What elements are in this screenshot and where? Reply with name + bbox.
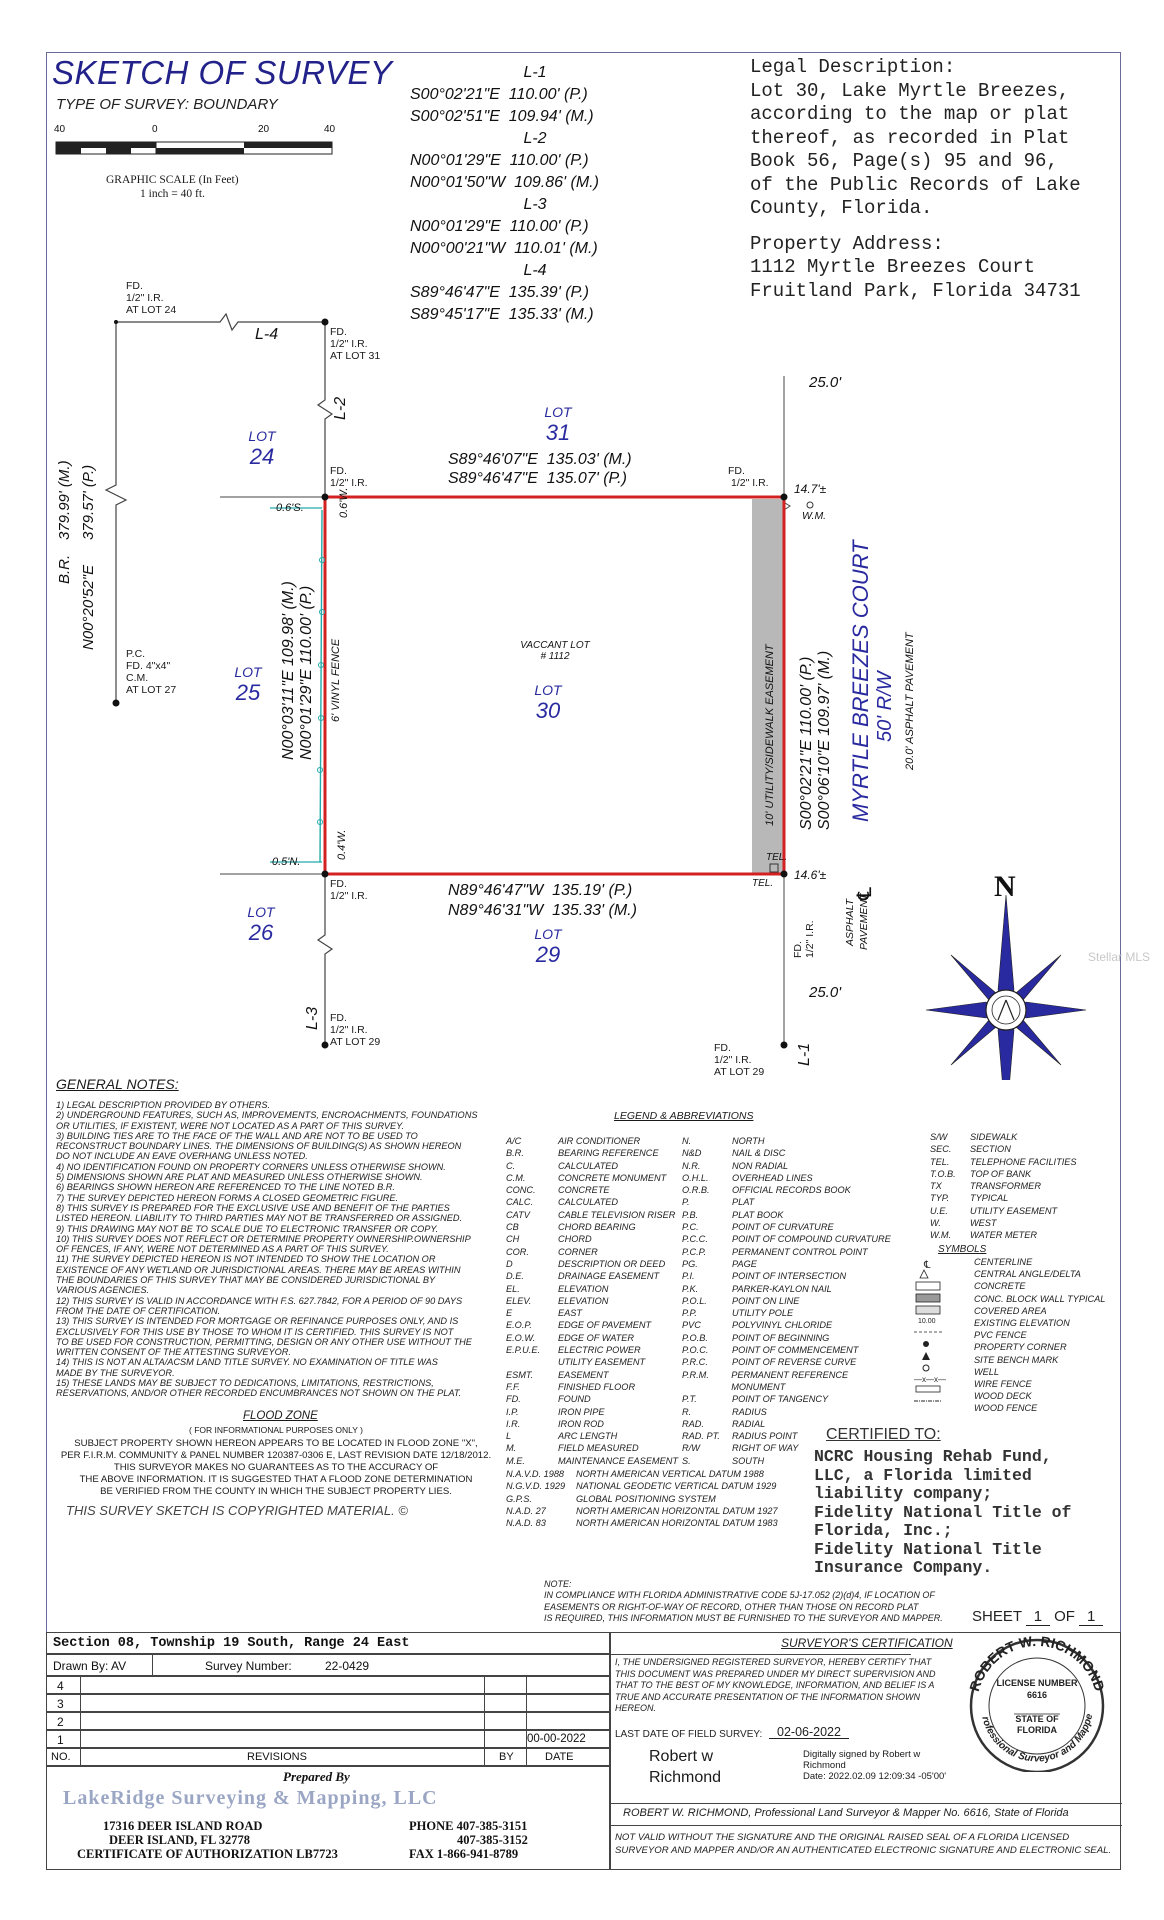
scale-tick-1: 0	[152, 124, 158, 135]
tie-0-4-w: 0.4'W.	[336, 829, 348, 860]
wood-deck-icon	[916, 1386, 940, 1392]
seal-circle	[954, 1636, 1120, 1772]
legend-entry: TX TRANSFORMER	[930, 1181, 1041, 1192]
legend-entry: CALC. CALCULATED	[506, 1197, 619, 1208]
address-line: 1112 Myrtle Breezes Court	[750, 256, 1036, 278]
seal-license: LICENSE NUMBER	[996, 1678, 1078, 1688]
br-bearing: N00°20'52"E	[80, 564, 97, 650]
legend-entry: N.A.D. 83 NORTH AMERICAN HORIZONTAL DATUM 1983	[506, 1518, 778, 1529]
pavement-width: 20.0' ASPHALT PAVEMENT	[904, 632, 916, 770]
legal-line: thereof, as recorded in Plat	[750, 126, 1070, 149]
right-of-way: 50' R/W	[874, 671, 896, 742]
seal-state-2: FLORIDA	[1017, 1725, 1057, 1735]
legend-entry: D DESCRIPTION OR DEED	[506, 1258, 666, 1269]
street-name: MYRTLE BREEZES COURT	[848, 540, 873, 822]
seal-state-1: STATE OF	[1015, 1714, 1059, 1724]
line-label-l4: L-4	[523, 262, 547, 279]
legal-line: Book 56, Page(s) 95 and 96,	[750, 150, 1058, 172]
legend-entry: RAD. PT. RADIUS POINT	[682, 1431, 798, 1442]
label-l2: L-2	[332, 396, 349, 420]
symbol-label: WIRE FENCE	[974, 1379, 1032, 1390]
concrete-icon	[916, 1282, 940, 1290]
legend-entry: CH CHORD	[506, 1234, 592, 1245]
symbol-label: WOOD DECK	[974, 1391, 1032, 1402]
legal-line: of the Public Records of Lake	[750, 173, 1081, 196]
monument-nw: FD. 1/2" I.R.	[330, 465, 368, 489]
legend-entry: P.B. PLAT BOOK	[682, 1209, 784, 1220]
line-l2-plat: N00°01'29"E 110.00' (P.)	[410, 152, 589, 169]
certified-to-list: NCRC Housing Rehab Fund, LLC, a Florida limited liability company; Fidelity National Title of Florida, Inc.; Fidelity National Title Insurance Company.	[814, 1447, 1072, 1577]
seal-number: 6616	[1026, 1690, 1048, 1700]
block-wall-icon	[916, 1294, 940, 1302]
monument-sw: FD. 1/2" I.R.	[330, 878, 368, 902]
monument-pc: P.C. FD. 4"x4" C.M. AT LOT 27	[126, 648, 177, 696]
symbol-label: PVC FENCE	[974, 1330, 1027, 1341]
centerline-icon: ℄	[924, 1260, 931, 1271]
symbol-label: CONC. BLOCK WALL TYPICAL	[974, 1293, 1106, 1304]
digital-signature: Digitally signed by Robert w Richmond Date: 2022.02.09 12:09:34 -05'00'	[803, 1749, 947, 1782]
legend-entry: G.P.S. GLOBAL POSITIONING SYSTEM	[506, 1493, 716, 1504]
legend-entry: TYP. TYPICAL	[930, 1193, 1009, 1204]
legend-entry: EL. ELEVATION	[506, 1283, 609, 1294]
legend-entry: UTILITY EASEMENT	[558, 1357, 646, 1368]
surveyor-seal	[954, 1636, 1120, 1772]
sketch-title: SKETCH OF SURVEY	[52, 54, 393, 91]
scale-tick-3: 40	[324, 124, 336, 135]
monument-lot31: FD. 1/2" I.R. AT LOT 31	[330, 326, 381, 362]
legend-entry: C. CALCULATED	[506, 1160, 619, 1171]
company-name: LakeRidge Surveying & Mapping, LLC	[63, 1787, 438, 1809]
symbol-label: SITE BENCH MARK	[974, 1354, 1059, 1365]
legend-entry: U.E. UTILITY EASEMENT	[930, 1205, 1058, 1216]
legend-entry: P.R.M. PERMANENT REFERENCE MONUMENT	[682, 1369, 849, 1392]
legend-entry: P.C. POINT OF CURVATURE	[682, 1222, 834, 1233]
tel-label-2: TEL.	[752, 878, 774, 889]
east-bearing-plat: S00°02'21"E 110.00' (P.)	[798, 656, 815, 830]
dim-14-6: 14.6'±	[794, 868, 827, 882]
tie-0-6-w: 0.6'W.	[338, 487, 350, 518]
legend-entry: S/W SIDEWALK	[930, 1132, 1018, 1142]
line-l3-measured: N00°00'21"W 110.01' (M.)	[410, 240, 598, 257]
legend-entry: ESMT. EASEMENT	[506, 1369, 609, 1380]
north-bearing-plat: S89°46'47"E 135.07' (P.)	[448, 470, 627, 487]
monument-lot29-east: FD. 1/2" I.R. AT LOT 29	[714, 1042, 765, 1078]
legal-line: according to the map or plat	[750, 103, 1070, 125]
lot-25-label: LOT 25	[234, 664, 262, 705]
symbol-label: WOOD FENCE	[974, 1403, 1038, 1414]
legend-entry: P.K. PARKER-KAYLON NAIL	[682, 1283, 832, 1294]
legend-col-1	[506, 1135, 686, 1467]
legend-entry: P.R.C. POINT OF REVERSE CURVE	[682, 1357, 857, 1368]
legend-entry: F.F. FINISHED FLOOR	[506, 1381, 636, 1392]
legend-entry: P.O.L. POINT ON LINE	[682, 1295, 800, 1306]
legend-entry: M. FIELD MEASURED	[506, 1443, 639, 1454]
north-bearing-measured: S89°46'07"E 135.03' (M.)	[448, 451, 632, 468]
symbol-label: CENTERLINE	[974, 1257, 1033, 1267]
fence-label: 6' VINYL FENCE	[330, 638, 342, 722]
sheet-number: SHEET 1 OF 1	[972, 1608, 1103, 1626]
covered-area-icon	[916, 1306, 940, 1314]
symbol-label: CENTRAL ANGLE/DELTA	[974, 1269, 1081, 1280]
asphalt-label-2: PAVEMENT	[858, 893, 870, 950]
legend-entry: N.G.V.D. 1929 NATIONAL GEODETIC VERTICAL DATUM 1929	[506, 1481, 777, 1492]
legend-entry: FD. FOUND	[506, 1394, 591, 1405]
general-notes-heading: GENERAL NOTES:	[56, 1076, 179, 1092]
symbol-label: EXISTING ELEVATION	[974, 1318, 1070, 1329]
scale-tick-0: 40	[54, 124, 66, 135]
asphalt-label-1: ASPHALT	[844, 898, 856, 946]
dim-25-top: 25.0'	[809, 374, 842, 391]
legend-entry: N&D NAIL & DISC	[682, 1148, 786, 1159]
north-label: N	[994, 870, 1016, 903]
address-line: Fruitland Park, Florida 34731	[750, 279, 1081, 302]
legend-entry: E EAST	[506, 1308, 582, 1319]
legend-entry: S. SOUTH	[682, 1455, 765, 1466]
legend-entry: P.I. POINT OF INTERSECTION	[682, 1271, 847, 1282]
survey-type: TYPE OF SURVEY: BOUNDARY	[56, 96, 278, 113]
scale-ratio: 1 inch = 40 ft.	[140, 188, 205, 200]
legend-entry: PG. PAGE	[682, 1258, 757, 1269]
legend-col-3	[930, 1131, 1110, 1242]
symbols-heading: SYMBOLS	[938, 1244, 987, 1255]
legend-entry: CONC. CONCRETE	[506, 1185, 610, 1196]
monument-lot24: FD. 1/2" I.R. AT LOT 24	[126, 280, 177, 316]
symbol-labels	[974, 1256, 1124, 1415]
br-label: B.R.	[56, 554, 73, 584]
legend-entry: N.A.V.D. 1988 NORTH AMERICAN VERTICAL DATUM 1988	[506, 1469, 764, 1479]
legend-entry: W.M. WATER METER	[930, 1230, 1038, 1241]
legend-entry: N.A.D. 27 NORTH AMERICAN HORIZONTAL DATUM 1927	[506, 1505, 778, 1516]
line-label-l2: L-2	[523, 130, 547, 147]
legend-entry: E.O.W. EDGE OF WATER	[506, 1332, 635, 1343]
legend-entry: N.R. NON RADIAL	[682, 1160, 789, 1171]
line-l3-plat: N00°01'29"E 110.00' (P.)	[410, 218, 589, 235]
vacant-lot-label: VACCANT LOT # 1112	[520, 640, 590, 662]
legal-heading: Legal Description:	[750, 56, 956, 78]
monument-se: FD. 1/2" I.R.	[792, 920, 816, 958]
water-meter-label: W.M.	[802, 510, 827, 522]
legend-entry: P.C.C. POINT OF COMPOUND CURVATURE	[682, 1234, 891, 1245]
flood-zone-sub: ( FOR INFORMATIONAL PURPOSES ONLY )	[189, 1425, 363, 1435]
legend-entry: COR. CORNER	[506, 1246, 598, 1257]
mls-watermark: Stellar MLS	[1088, 950, 1151, 964]
legend-entry: O.H.L. OVERHEAD LINES	[682, 1172, 813, 1183]
lot-31-label: LOT 31	[544, 404, 572, 445]
legend-entry: P. PLAT	[682, 1197, 755, 1208]
line-l1-plat: S00°02'21"E 110.00' (P.)	[410, 86, 588, 103]
note-text: IN COMPLIANCE WITH FLORIDA ADMINISTRATIVE CODE 5J-17.052 (2)(d)4, IF LOCATION OF EASEMENTS OR RIGHT-OF-WAY OF RECORD, OTHER THAN THOSE ON RECORD PLAT IS REQUIRED, THIS INFORMATION MUST BE FURNISHED TO THE SURVEYOR AND MAPPER.	[544, 1590, 943, 1623]
legend-entry: P.O.B. POINT OF BEGINNING	[682, 1332, 830, 1343]
legend-entry: P.C.P. PERMANENT CONTROL POINT	[682, 1246, 868, 1257]
scale-caption: GRAPHIC SCALE (In Feet)	[106, 174, 239, 186]
well-icon	[923, 1365, 929, 1371]
legend-entry: TEL. TELEPHONE FACILITIES	[930, 1156, 1077, 1167]
seal-name: ROBERT W. RICHMOND	[966, 1636, 1108, 1694]
east-bearing-measured: S00°06'10"E 109.97' (M.)	[816, 650, 833, 830]
legend-entry: A/C AIR CONDITIONER	[506, 1136, 641, 1146]
legend-entry: P.O.C. POINT OF COMMENCEMENT	[682, 1345, 859, 1356]
legend-entry: CB CHORD BEARING	[506, 1222, 636, 1233]
legend-entry: ELEV. ELEVATION	[506, 1295, 609, 1306]
line-l2-measured: N00°01'50"W 109.86' (M.)	[410, 174, 599, 191]
lot-26-label: LOT 26	[247, 904, 275, 945]
section-row: Section 08, Township 19 South, Range 24 East	[46, 1632, 610, 1654]
legend-entry: W. WEST	[930, 1218, 997, 1229]
br-line	[106, 322, 126, 703]
tel-label-1: TEL.	[766, 852, 788, 863]
drawn-row: Drawn By: AV Survey Number: 22-0429	[46, 1654, 610, 1676]
wire-fence-icon: —x—x—	[914, 1375, 946, 1384]
legend-entry: R. RADIUS	[682, 1406, 767, 1417]
legend-entry: SEC. SECTION	[930, 1144, 1011, 1155]
west-bearing-plat: N00°01'29"E 110.00' (P.)	[298, 585, 315, 760]
north-arrow	[926, 895, 1086, 1080]
bench-mark-icon	[922, 1352, 930, 1360]
property-corner-icon	[923, 1341, 929, 1347]
signature-name: Robert w Richmond	[649, 1748, 722, 1786]
general-notes: 1) LEGAL DESCRIPTION PROVIDED BY OTHERS. 2) UNDERGROUND FEATURES, SUCH AS, IMPROVEMENTS, ENCROACHMENTS, FOUNDATIONS OR UTILITIES, IF EXISTENT, WERE NOT LOCATED AS A PART OF THIS SURVEY. 3) BUILDING TIES ARE TO THE FACE OF THE WALL AND ARE NOT TO BE USED TO RECONSTRUCT BOUNDARY LINES. THE DIMENSIONS OF BUILDING(S) AS SHOWN HEREON DO NOT INCLUDE AN EAVE OVERHANG UNLESS NOTED. 4) NO IDENTIFICATION FOUND ON PROPERTY CORNERS UNLESS OTHERWISE SHOWN. 5) DIMENSIONS SHOWN ARE PLAT AND MEASURED UNLESS OTHERWISE SHOWN. 6) BEARINGS SHOWN HEREON ARE REFERENCED TO THE LINE NOTED B.R. 7) THE SURVEY DEPICTED HEREON FORMS A CLOSED GEOMETRIC FIGURE. 8) THIS SURVEY IS PREPARED FOR THE EXCLUSIVE USE AND BENEFIT OF THE PARTIES LISTED HEREON. LIABILITY TO THIRD PARTIES MAY NOT BE TRANSFERRED OR ASSIGNED. 9) THIS DRAWING MAY NOT BE TO SCALE DUE TO ELECTRONIC TRANSFER OR COPY. 10) THIS SURVEY DOES NOT REFLECT OR DETERMINE PROPERTY OWNERSHIP.OWNERSHIP OF FENCES, IF ANY, WERE NOT DETERMINED AS A PART OF THIS SURVEY. 11) THE SURVEY DEPICTED HEREON IS NOT INTENDED TO SHOW THE LOCATION OR EXISTENCE OF ANY WETLAND OR JURISDICTIONAL AREAS. THERE MAY BE AREAS WITHIN THE BOUNDARIES OF THIS SURVEY THAT MAY BE CONSIDERED JURISDICTIONAL BY VARIOUS AGENCIES. 12) THIS SURVEY IS VALID IN ACCORDANCE WITH F.S. 627.7842, FOR A PERIOD OF 90 DAYS FROM THE DATE OF CERTIFICATION. 13) THIS SURVEY IS INTENDED FOR MORTGAGE OR REFINANCE PURPOSES ONLY, AND IS EXCLUSIVELY FOR THIS USE BY THOSE TO WHOM IT IS CERTIFIED. THIS SURVEY IS NOT TO BE USED FOR CONSTRUCTION, PERMITTING, DESIGN OR ANY OTHER USE WITHOUT THE WRITTEN CONSENT OF THE ATTESTING SURVEYOR. 14) THIS IS NOT AN ALTA/ACSM LAND TITLE SURVEY. NO EXAMINATION OF TITLE WAS MADE BY THE SURVEYOR. 15) THESE LANDS MAY BE SUBJECT TO DEDICATIONS, LIMITATIONS, RESTRICTIONS, RESERVATIONS, AND/OR OTHER RECORDED ENCUMBRANCES NOT SHOWN ON THE PLAT.	[56, 1100, 478, 1399]
legend-entry: T.O.B. TOP OF BANK	[930, 1168, 1032, 1179]
easement-label: 10' UTILITY/SIDEWALK EASEMENT	[764, 644, 776, 826]
legend-entry: I.P. IRON PIPE	[506, 1406, 605, 1417]
legal-line: County, Florida.	[750, 197, 933, 219]
monument-lot29-west: FD. 1/2" I.R. AT LOT 29	[330, 1012, 381, 1048]
west-bearing-measured: N00°03'11"E 109.98' (M.)	[280, 581, 297, 760]
legend-entry: D.E. DRAINAGE EASEMENT	[506, 1271, 660, 1282]
line-l1-measured: S00°02'51"E 109.94' (M.)	[410, 108, 594, 125]
symbol-icons	[912, 1256, 972, 1416]
legend-entry: I.R. IRON ROD	[506, 1418, 604, 1429]
legend-heading: LEGEND & ABBREVIATIONS	[614, 1110, 754, 1122]
lot-24-label: LOT 24	[248, 428, 276, 469]
legend-entry: M.E. MAINTENANCE EASEMENT	[506, 1455, 678, 1466]
legend-entry: B.R. BEARING REFERENCE	[506, 1148, 659, 1159]
legend-entry: R/W RIGHT OF WAY	[682, 1443, 799, 1454]
legend-entry: P.P. UTILITY POLE	[682, 1308, 794, 1319]
symbol-label: WELL	[974, 1366, 1000, 1377]
legend-entry: E.O.P. EDGE OF PAVEMENT	[506, 1320, 652, 1331]
flood-zone-text: SUBJECT PROPERTY SHOWN HEREON APPEARS TO BE LOCATED IN FLOOD ZONE "X", PER F.I.R.M. COMMUNITY & PANEL NUMBER 120387-0306 E, LAST REVISION DATE 12/18/2012. THIS SURVEYOR MAKES NO GUARANTEES AS TO THE ACCURACY OF THE ABOVE INFORMATION. IT IS SUGGESTED THAT A FLOOD ZONE DETERMINATION BE VERIFIED FROM THE COUNTY IN WHICH THE SUBJECT PROPERTY LIES.	[60, 1438, 492, 1497]
address-heading: Property Address:	[750, 232, 944, 255]
legend-entry: O.R.B. OFFICIAL RECORDS BOOK	[682, 1185, 851, 1196]
legend-entry: CATV CABLE TELEVISION RISER	[506, 1209, 676, 1220]
note-heading: NOTE:	[544, 1579, 572, 1589]
legal-line: Lot 30, Lake Myrtle Breezes,	[750, 79, 1070, 102]
legend-entry: C.M. CONCRETE MONUMENT	[506, 1172, 667, 1183]
line-l4	[116, 314, 325, 330]
line-l4-plat: S89°46'47"E 135.39' (P.)	[410, 284, 589, 301]
br-plat: 379.57' (P.)	[80, 464, 97, 540]
legend-datums	[506, 1468, 836, 1529]
label-l4: L-4	[255, 326, 279, 343]
delta-icon	[920, 1270, 928, 1278]
label-l3: L-3	[304, 1006, 321, 1030]
legend-col-2	[682, 1135, 902, 1467]
revisions-table: 4 3 2 1 00-00-2022 NO. REVISIONS BY DATE	[46, 1676, 610, 1768]
label-l1: L-1	[796, 1042, 813, 1066]
seal-bottom: rofessional Surveyor and Mappe	[979, 1712, 1096, 1765]
legend-entry: RAD. RADIAL	[682, 1418, 766, 1429]
lot-29-label: LOT 29	[534, 926, 562, 967]
line-label-l3: L-3	[523, 196, 547, 213]
symbol-label: CONCRETE	[974, 1281, 1026, 1292]
copyright-notice: THIS SURVEY SKETCH IS COPYRIGHTED MATERIAL. ©	[66, 1503, 408, 1518]
tie-0-6-s: 0.6'S.	[276, 502, 304, 514]
lot-30-label: LOT 30	[534, 682, 562, 723]
legend-entry: L ARC LENGTH	[506, 1431, 618, 1442]
legend-entry: N. NORTH	[682, 1136, 765, 1146]
south-bearing-measured: N89°46'31"W 135.33' (M.)	[448, 902, 637, 919]
legend-entry: PVC POLYVINYL CHLORIDE	[682, 1320, 833, 1331]
line-label-l1: L-1	[523, 64, 547, 81]
line-l4-measured: S89°45'17"E 135.33' (M.)	[410, 306, 594, 323]
dim-25-bot: 25.0'	[809, 984, 842, 1001]
elevation-icon: 10.00	[918, 1318, 936, 1325]
monument-ne: FD. 1/2" I.R.	[728, 465, 769, 489]
centerline-symbol: ℄	[854, 887, 876, 900]
legend-entry: P.T. POINT OF TANGENCY	[682, 1394, 829, 1405]
prepared-by-block: Prepared By LakeRidge Surveying & Mapping, LLC 17316 DEER ISLAND ROAD DEER ISLAND, FL 32778 CERTIFICATE OF AUTHORIZATION LB7723 PHONE 407-385-3151 407-385-3152 FAX 1-866-941-8789	[46, 1766, 610, 1870]
symbol-label: PROPERTY CORNER	[974, 1342, 1067, 1353]
br-measured: 379.99' (M.)	[56, 460, 73, 540]
symbol-label: COVERED AREA	[974, 1305, 1047, 1316]
dim-14-7: 14.7'±	[794, 482, 827, 496]
surveyor-certification: SURVEYOR'S CERTIFICATION I, THE UNDERSIGNED REGISTERED SURVEYOR, HEREBY CERTIFY THAT THIS DOCUMENT WAS PREPARED UNDER MY DIRECT SUPERVISION AND THAT TO THE BEST OF MY KNOWLEDGE, INFORMATION, AND BELIEF IS A TRUE AND ACCURATE PRESENTATION OF THE INFORMATION SHOWN HEREON. LAST DATE OF FIELD SURVEY: 02-06-2022 Robert w Richmond Digitally signed by Robert w Richmond Date: 2022.02.09 12:09:34 -05'00' ROBERT W. RICHMOND, Professional Land Surveyor & Mapper No. 6616, State of Florida NOT VALID WITHOUT THE SIGNATURE AND THE ORIGINAL RAISED SEAL OF A FLORIDA LICENSED SURVEYOR AND MAPPER AND/OR AN AUTHENTICATED ELECTRONIC SIGNATURE AND ELECTRONIC SEAL.	[610, 1632, 1121, 1870]
tie-0-5-n: 0.5'N.	[272, 856, 301, 868]
south-bearing-plat: N89°46'47"W 135.19' (P.)	[448, 882, 633, 899]
certified-to-heading: CERTIFIED TO:	[826, 1426, 941, 1443]
legend-entry: E.P.U.E. ELECTRIC POWER	[506, 1345, 641, 1356]
flood-zone-heading: FLOOD ZONE	[243, 1410, 318, 1422]
scale-tick-2: 20	[258, 124, 270, 135]
